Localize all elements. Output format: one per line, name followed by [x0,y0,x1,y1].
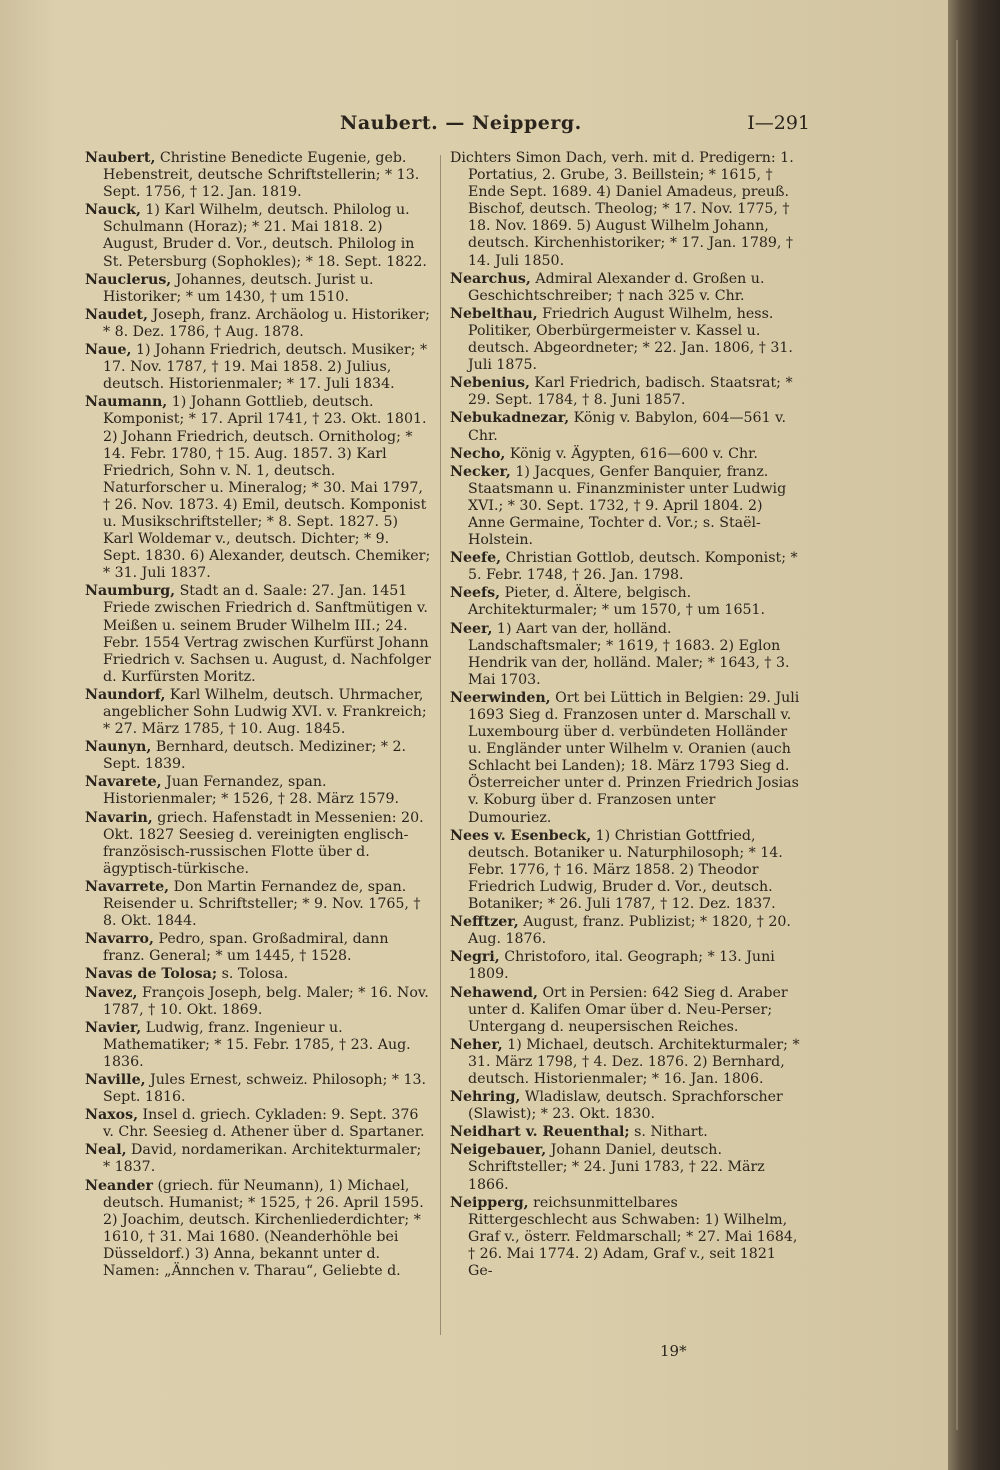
entry-headword: Navarrete, [85,878,170,895]
entry-headword: Navier, [85,1019,142,1036]
entry-headword: Neerwinden, [450,689,551,706]
dictionary-entry [85,272,431,306]
entry-text: Insel d. griech. Cykladen: 9. Sept. 376 v. Chr. Seesieg d. Athener über d. Spartaner. [103,1107,425,1141]
dictionary-entry [450,550,800,584]
column-divider [440,155,441,1335]
dictionary-entry [85,931,431,965]
entry-text: 1) Christian Gottfried, deutsch. Botaniker u. Naturphilosoph; * 14. Febr. 1776, † 16. März 1858. 2) Theodor Friedrich Ludwig, Bruder d. Vor., deutsch. Botaniker; * 26. Juli 1787, † 12. Dez. 1837. [468,827,783,913]
dictionary-entry [85,739,431,773]
entry-headword: Nauclerus, [85,271,172,288]
entry-headword: Neipperg, [450,1194,529,1211]
entry-headword: Naundorf, [85,686,166,703]
signature-mark: 19* [660,1342,687,1360]
entry-text: 1) Aart van der, holländ. Landschaftsmaler; * 1619, † 1683. 2) Eglon Hendrik van der, holländ. Maler; * 1643, † 3. Mai 1703. [468,620,790,688]
entry-text: Don Martin Fernandez de, span. Reisender u. Schriftsteller; * 9. Nov. 1765, † 8. Okt. 1844. [103,878,421,930]
entry-text: David, nordamerikan. Architekturmaler; * 1837. [103,1142,422,1176]
dictionary-entry [450,375,800,409]
dictionary-entry [450,914,800,948]
entry-headword: Neefe, [450,550,502,567]
dictionary-entry [450,949,800,983]
entry-headword: Nearchus, [450,270,531,287]
dictionary-entry [85,966,431,983]
dictionary-entry [85,774,431,808]
entry-headword: Neal, [85,1142,127,1159]
dictionary-entry [85,394,431,582]
entry-text: Johann Daniel, deutsch. Schriftsteller; * 24. Juni 1783, † 22. März 1866. [468,1142,765,1193]
dictionary-entry [85,1142,431,1176]
entry-text: Karl Friedrich, badisch. Staatsrat; * 29. Sept. 1784, † 8. Juni 1857. [468,375,793,409]
dictionary-entry [85,342,431,393]
entry-text: 1) Karl Wilhelm, deutsch. Philolog u. Schulmann (Horaz); * 21. Mai 1818. 2) August, Bruder d. Vor., deutsch. Philolog in St. Petersburg (Sophokles); * 18. Sept. 1822. [103,202,427,270]
entry-text: König v. Ägypten, 616—600 v. Chr. [509,445,758,462]
entry-text: 1) Johann Friedrich, deutsch. Musiker; * 17. Nov. 1787, † 19. Mai 1858. 2) Julius, deutsch. Historienmaler; * 17. Juli 1834. [103,342,428,393]
entry-headword: Nebenius, [450,375,530,392]
entry-text: Christine Benedicte Eugenie, geb. Hebenstreit, deutsche Schriftstellerin; * 13. Sept. 1756, † 12. Jan. 1819. [103,150,420,201]
entry-text: 1) Jacques, Genfer Banquier, franz. Staatsmann u. Finanzminister unter Ludwig XVI.; * 30. Sept. 1732, † 9. April 1804. 2) Anne Germaine, Tochter d. Vor.; s. Staël-Holstein. [468,463,787,549]
entry-text: Pieter, d. Ältere, belgisch. Architekturmaler; * um 1570, † um 1651. [468,585,766,619]
entry-headword: Naumann, [85,394,168,411]
entry-text: Friedrich August Wilhelm, hess. Politiker, Oberbürgermeister v. Kassel u. deutsch. Abgeordneter; * 22. Jan. 1806, † 31. Juli 1875. [468,305,793,374]
entry-text: Ludwig, franz. Ingenieur u. Mathematiker; * 15. Febr. 1785, † 23. Aug. 1836. [103,1019,411,1070]
entry-text: griech. Hafenstadt in Messenien: 20. Okt. 1827 Seesieg d. vereinigten englisch-französisch-russischen Flotte über d. ägyptisch-türkische. [103,809,424,877]
page-number: I—291 [747,112,810,134]
entry-text: reichsunmittelbares Rittergeschlecht aus Schwaben: 1) Wilhelm, Graf v., österr. Feldmarschall; * 27. Mai 1684, † 26. Mai 1774. 2) Adam, Graf v., seit 1821 Ge- [468,1194,798,1279]
entry-headword: Nebelthau, [450,305,538,322]
entry-text: Dichters Simon Dach, verh. mit d. Predigern: 1. Portatius, 2. Grube, 3. Beillstein; * 1615, † Ende Sept. 1689. 4) Daniel Amadeus, preuß. Bischof, deutsch. Theolog; * 17. Nov. 1775, † 18. Nov. 1869. 5) August Wilhelm Johann, deutsch. Kirchenhistoriker; * 17. Jan. 1789, † 14. Juli 1850. [450,150,794,269]
entry-text: s. Tolosa. [221,966,289,983]
dictionary-entry [450,690,800,827]
dictionary-entry [450,621,800,689]
entry-text: Bernhard, deutsch. Mediziner; * 2. Sept. 1839. [103,739,407,773]
entry-headword: Navarete, [85,774,162,791]
entry-text: François Joseph, belg. Maler; * 16. Nov. 1787, † 10. Okt. 1869. [103,984,429,1018]
entry-headword: Nauck, [85,202,141,219]
entry-headword: Nefftzer, [450,914,519,931]
dictionary-entry [450,150,800,270]
entry-text: 1) Johann Gottlieb, deutsch. Komponist; * 17. April 1741, † 23. Okt. 1801. 2) Johann Friedrich, deutsch. Ornitholog; * 14. Febr. 1780, † 15. Aug. 1857. 3) Karl Friedrich, Sohn v. N. 1, deutsch. Naturforscher u. Mineralog; * 30. Mai 1797, † 26. Nov. 1873. 4) Emil, deutsch. Komponist u. Musikschriftsteller; * 8. Sept. 1827. 5) Karl Woldemar v., deutsch. Dichter; * 9. Sept. 1830. 6) Alexander, deutsch. Chemiker; * 31. Juli 1837. [103,394,431,582]
entry-text: Admiral Alexander d. Großen u. Geschichtschreiber; † nach 325 v. Chr. [468,270,765,304]
right-column [450,150,800,1281]
entry-headword: Neidhart v. Reuenthal; [450,1124,630,1141]
entry-text: Ort in Persien: 642 Sieg d. Araber unter d. Kalifen Omar über d. Neu-Perser; Untergang d. neupersischen Reiches. [468,984,788,1035]
entry-text: (griech. für Neumann), 1) Michael, deutsch. Humanist; * 1525, † 26. April 1595. 2) Joachim, deutsch. Kirchenliederdichter; * 1610, † 31. Mai 1680. (Neanderhöhle bei Düsseldorf.) 3) Anna, bekannt unter d. Namen: „Ännchen v. Tharau“, Geliebte d. [103,1177,424,1279]
entry-text: 1) Michael, deutsch. Architekturmaler; * 31. März 1798, † 4. Dez. 1876. 2) Bernhard, deutsch. Historienmaler; * 16. Jan. 1806. [468,1036,800,1087]
entry-headword: Negri, [450,949,500,966]
dictionary-entry [450,585,800,619]
entry-headword: Neer, [450,620,493,637]
left-column [85,150,431,1281]
entry-headword: Naville, [85,1071,146,1088]
entry-text: Wladislaw, deutsch. Sprachforscher (Slawist); * 23. Okt. 1830. [468,1089,783,1123]
entry-text: Johannes, deutsch. Jurist u. Historiker; * um 1430, † um 1510. [103,271,374,305]
entry-text: Ort bei Lüttich in Belgien: 29. Juli 1693 Sieg d. Franzosen unter d. Marschall v. Luxembourg über d. verbündeten Holländer u. Engländer unter Wilhelm v. Oranien (auch Schlacht bei Landen); 18. März 1793 Sieg d. Österreicher unter d. Prinzen Friedrich Josias v. Koburg über d. Franzosen unter Dumouriez. [468,689,800,826]
dictionary-entry [450,1037,800,1088]
dictionary-entry [85,1020,431,1071]
dictionary-entry [85,1178,431,1281]
entry-headword: Navas de Tolosa; [85,966,218,983]
entry-headword: Neefs, [450,585,501,602]
entry-text: August, franz. Publizist; * 1820, † 20. Aug. 1876. [468,914,791,948]
dictionary-entry [85,202,431,270]
entry-text: König v. Babylon, 604—561 v. Chr. [468,410,786,444]
dictionary-entry [450,1142,800,1193]
dictionary-entry [450,271,800,305]
entry-headword: Nehawend, [450,984,538,1001]
dictionary-entry [450,306,800,374]
dictionary-entry [85,810,431,878]
entry-text: Jules Ernest, schweiz. Philosoph; * 13. Sept. 1816. [103,1071,427,1106]
entry-headword: Nees v. Esenbeck, [450,827,592,844]
dictionary-entry [85,687,431,738]
entry-headword: Necker, [450,463,511,480]
dictionary-entry [450,828,800,913]
entry-text: Pedro, span. Großadmiral, dann franz. General; * um 1445, † 1528. [103,931,389,965]
entry-text: Juan Fernandez, span. Historienmaler; * 1526, † 28. März 1579. [103,774,399,808]
entry-headword: Navarro, [85,931,154,948]
dictionary-entry [450,1089,800,1123]
entry-headword: Neander [85,1177,153,1194]
dictionary-entry [450,1195,800,1280]
entry-text: Christian Gottlob, deutsch. Komponist; * 5. Febr. 1748, † 26. Jan. 1798. [468,550,798,584]
dictionary-entry [85,985,431,1019]
entry-headword: Nehring, [450,1089,521,1106]
entry-headword: Neigebauer, [450,1142,547,1159]
entry-headword: Naue, [85,342,132,359]
entry-headword: Naudet, [85,306,148,323]
entry-text: Christoforo, ital. Geograph; * 13. Juni 1809. [468,949,775,983]
dictionary-entry [450,985,800,1036]
dictionary-entry [85,1072,431,1106]
dictionary-entry [450,410,800,444]
dictionary-entry [85,1107,431,1141]
entry-headword: Neher, [450,1036,503,1053]
entry-headword: Naunyn, [85,739,152,756]
dictionary-entry [450,464,800,549]
entry-headword: Navez, [85,984,138,1001]
entry-text: Joseph, franz. Archäolog u. Historiker; * 8. Dez. 1786, † Aug. 1878. [103,306,430,340]
dictionary-entry [85,879,431,930]
entry-headword: Naxos, [85,1107,139,1124]
dictionary-entry [85,150,431,201]
dictionary-entry [85,307,431,341]
entry-headword: Necho, [450,445,506,462]
entry-text: Stadt an d. Saale: 27. Jan. 1451 Friede zwischen Friedrich d. Sanftmütigen v. Meißen u. seinem Bruder Wilhelm III.; 24. Febr. 1554 Vertrag zwischen Kurfürst Johann Friedrich v. Sachsen u. August, d. Nachfolger d. Kurfürsten Moritz. [103,583,431,685]
entry-headword: Navarin, [85,809,153,826]
entry-text: Karl Wilhelm, deutsch. Uhrmacher, angeblicher Sohn Ludwig XVI. v. Frankreich; * 27. März 1785, † 10. Aug. 1845. [103,686,427,738]
dictionary-entry [85,583,431,686]
dictionary-entry [450,446,800,463]
entry-headword: Nebukadnezar, [450,410,570,427]
entry-headword: Naubert, [85,150,156,166]
page-header [90,112,810,142]
book-edge-line [956,40,958,1430]
dictionary-entry [450,1124,800,1141]
running-head: Naubert. — Neipperg. [340,112,582,134]
entry-text: s. Nithart. [634,1124,708,1141]
entry-headword: Naumburg, [85,583,176,600]
